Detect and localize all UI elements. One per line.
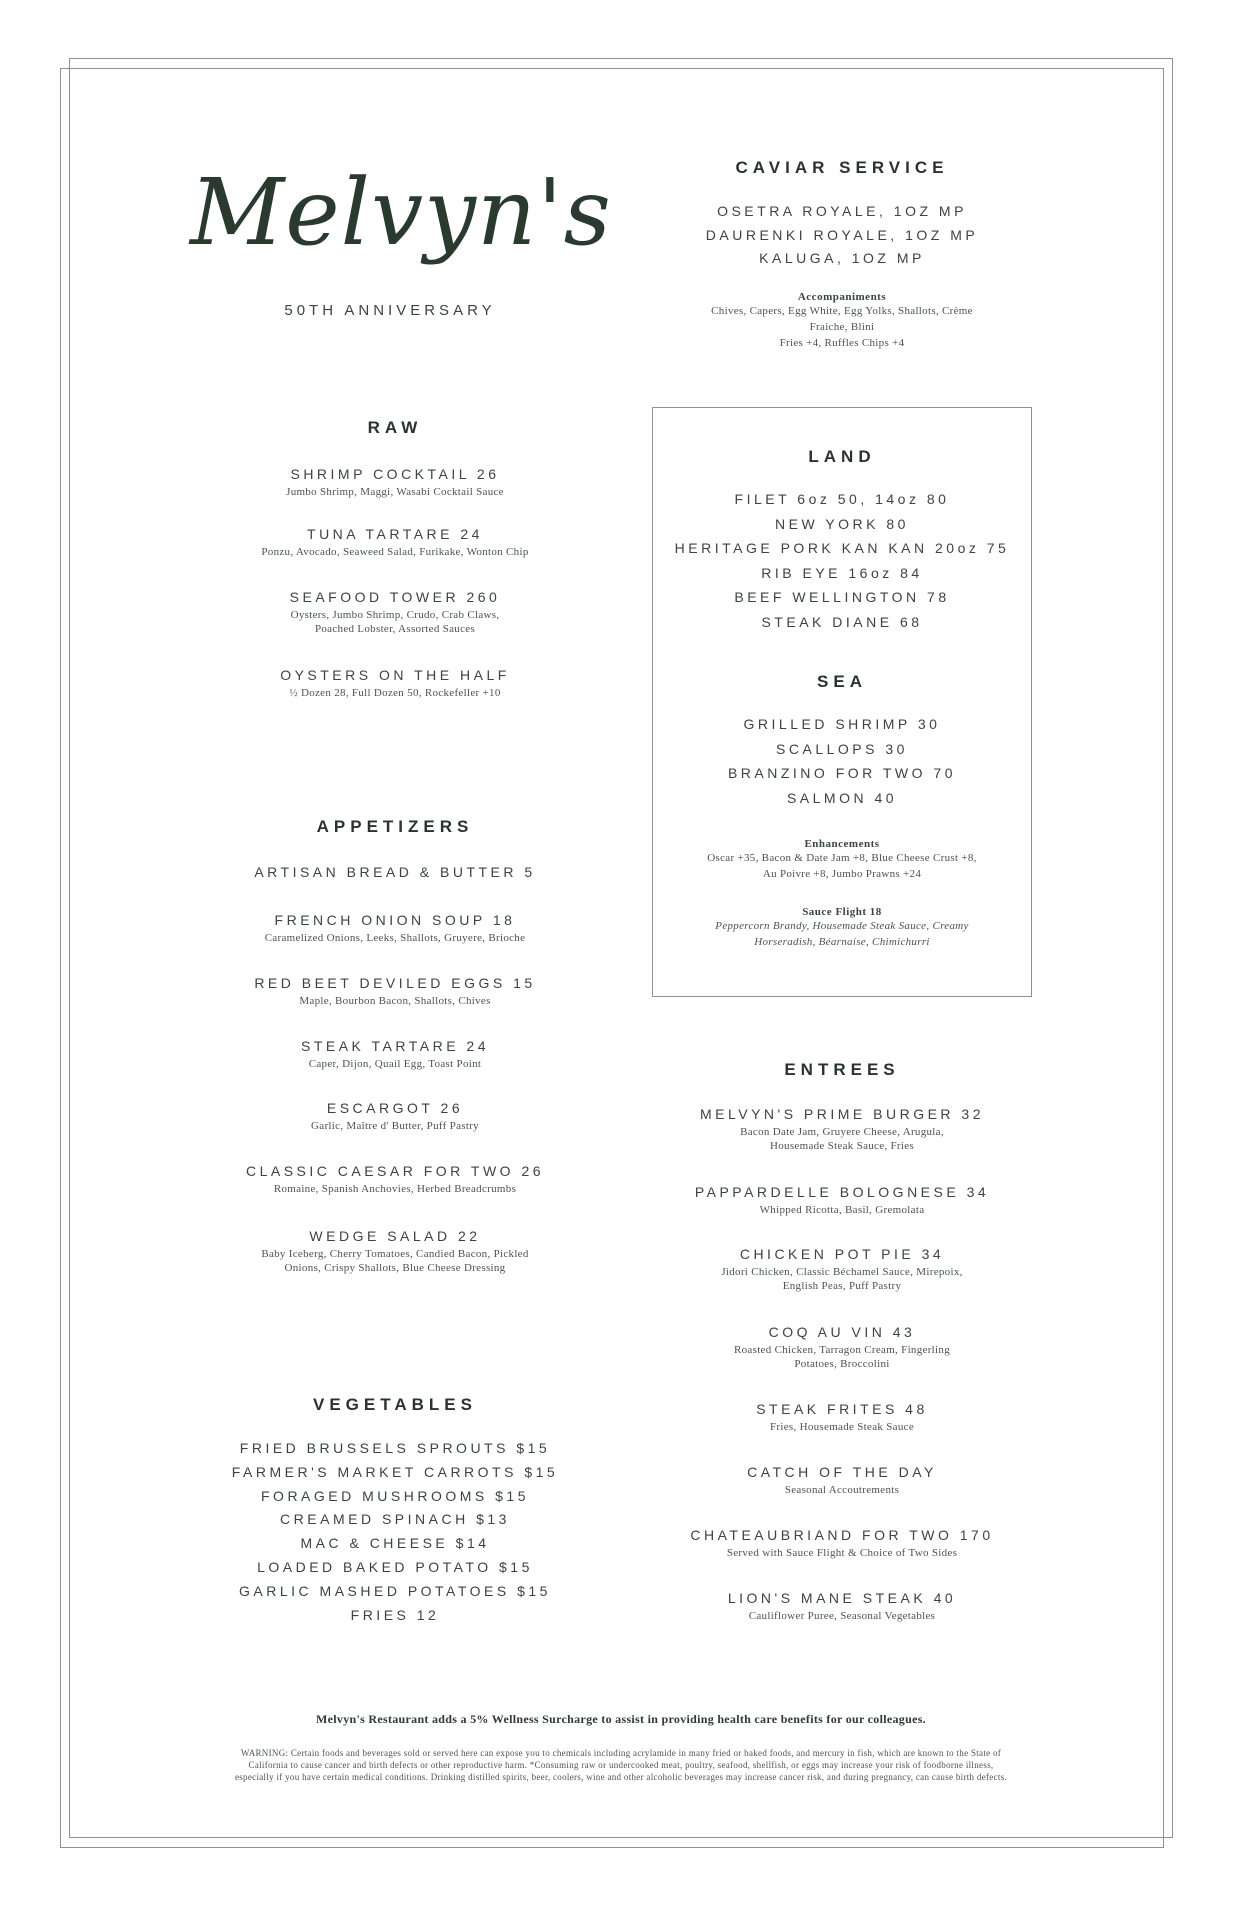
- appetizer-item: [205, 975, 585, 1008]
- item-desc: Poached Lobster, Assorted Sauces: [314, 623, 476, 635]
- raw-item: [205, 589, 585, 636]
- appetizer-item: [205, 1163, 585, 1196]
- restaurant-logo: Melvyn's: [190, 159, 612, 266]
- sea-item: SCALLOPS 30: [776, 740, 908, 757]
- item-name: ARTISAN BREAD & BUTTER 5: [254, 864, 536, 880]
- warning-line: especially if you have certain medical conditions. Drinking distilled spirits, beer, coolers, wine and other alcoholic beverages may increase cancer risk, and during pregnancy, can cause birth defects.: [234, 1772, 1008, 1782]
- raw-item: [205, 667, 585, 700]
- entree-item: [652, 1590, 1032, 1623]
- enhancements-text: Oscar +35, Bacon & Date Jam +8, Blue Cheese Crust +8,: [707, 852, 977, 864]
- item-name: PAPPARDELLE BOLOGNESE 34: [694, 1184, 990, 1200]
- sea-item: BRANZINO FOR TWO 70: [727, 765, 957, 781]
- vegetable-item: FARMER'S MARKET CARROTS $15: [231, 1463, 559, 1480]
- vegetable-item: FRIED BRUSSELS SPROUTS $15: [239, 1440, 551, 1456]
- appetizer-item: [205, 1100, 585, 1133]
- item-name: WEDGE SALAD 22: [309, 1228, 481, 1244]
- item-name: FRENCH ONION SOUP 18: [274, 912, 516, 928]
- land-item: NEW YORK 80: [775, 515, 909, 532]
- vegetable-item: GARLIC MASHED POTATOES $15: [239, 1582, 551, 1599]
- vegetables-list: [205, 1437, 585, 1627]
- item-desc: Onions, Crispy Shallots, Blue Cheese Dressing: [284, 1262, 506, 1274]
- entrees-heading: ENTREES: [784, 1060, 900, 1079]
- anniversary-subtitle: 50TH ANNIVERSARY: [284, 302, 496, 319]
- item-name: ESCARGOT 26: [326, 1100, 464, 1116]
- sea-heading: SEA: [817, 672, 867, 691]
- caviar-item: OSETRA ROYALE, 1OZ MP: [717, 203, 967, 219]
- accompaniments-text: Chives, Capers, Egg White, Egg Yolks, Shallots, Crème: [711, 304, 973, 317]
- raw-item: [205, 466, 585, 499]
- caviar-heading: CAVIAR SERVICE: [735, 158, 949, 177]
- accompaniments-heading: Accompaniments: [797, 290, 887, 303]
- vegetables-section: [205, 1395, 585, 1415]
- entree-item: [652, 1106, 1032, 1153]
- caviar-item: DAURENKI ROYALE, 1OZ MP: [705, 226, 979, 243]
- enhancements-section: [652, 838, 1032, 882]
- accompaniments-text: Fraiche, Blini: [809, 320, 875, 333]
- item-desc: Bacon Date Jam, Gruyere Cheese, Arugula,: [740, 1126, 944, 1138]
- enhancements-heading: Enhancements: [804, 838, 880, 850]
- land-section: [652, 447, 1032, 634]
- warning-line: California to cause cancer and birth defects or other reproductive harm. *Consuming raw or undercooked meat, poultry, seafood, shellfish, or eggs may increase your risk of foodborne illness,: [248, 1760, 994, 1770]
- appetizer-item: [205, 1038, 585, 1071]
- item-desc: Ponzu, Avocado, Seaweed Salad, Furikake, Wonton Chip: [261, 546, 529, 558]
- vegetable-item: CREAMED SPINACH $13: [280, 1511, 510, 1528]
- item-desc: Seasonal Accoutrements: [784, 1484, 900, 1496]
- sauce-flight-text: Peppercorn Brandy, Housemade Steak Sauce, Creamy: [715, 920, 969, 932]
- appetizers-section: [205, 817, 585, 837]
- appetizer-item: [205, 1228, 585, 1275]
- appetizer-item: [205, 912, 585, 945]
- item-desc: Caramelized Onions, Leeks, Shallots, Gruyere, Brioche: [264, 932, 526, 944]
- item-desc: Served with Sauce Flight & Choice of Two Sides: [726, 1547, 958, 1559]
- entree-item: [652, 1527, 1032, 1560]
- vegetable-item: MAC & CHEESE $14: [300, 1535, 490, 1552]
- enhancements-text: Au Poivre +8, Jumbo Prawns +24: [762, 868, 922, 880]
- entree-item: [652, 1246, 1032, 1293]
- sauce-flight-text: Horseradish, Béarnaise, Chimichurri: [754, 936, 930, 948]
- item-desc: Whipped Ricotta, Basil, Gremolata: [759, 1204, 925, 1216]
- item-desc: Housemade Steak Sauce, Fries: [769, 1140, 915, 1152]
- item-desc: Cauliflower Puree, Seasonal Vegetables: [748, 1610, 936, 1622]
- entree-item: [652, 1324, 1032, 1371]
- appetizer-item: [205, 864, 585, 881]
- sea-item: SALMON 40: [786, 789, 898, 806]
- entrees-section: [652, 1060, 1032, 1080]
- vegetable-item: FORAGED MUSHROOMS $15: [261, 1487, 529, 1504]
- item-name: LION'S MANE STEAK 40: [727, 1590, 957, 1606]
- entree-item: [652, 1464, 1032, 1497]
- item-name: SEAFOOD TOWER 260: [289, 589, 501, 605]
- land-heading: LAND: [808, 447, 876, 466]
- caviar-section: [652, 158, 1032, 351]
- item-desc: Jidori Chicken, Classic Béchamel Sauce, Mirepoix,: [721, 1266, 963, 1278]
- item-desc: ½ Dozen 28, Full Dozen 50, Rockefeller +10: [289, 687, 501, 699]
- raw-section: [205, 418, 585, 438]
- item-desc: Garlic, Maître d' Butter, Puff Pastry: [311, 1120, 479, 1132]
- land-item: RIB EYE 16oz 84: [761, 564, 923, 581]
- item-name: STEAK TARTARE 24: [300, 1038, 489, 1054]
- item-desc: Romaine, Spanish Anchovies, Herbed Breadcrumbs: [273, 1183, 517, 1195]
- item-desc: Oysters, Jumbo Shrimp, Crudo, Crab Claws,: [290, 609, 500, 621]
- warning-line: WARNING: Certain foods and beverages sold or served here can expose you to chemicals including acrylamide in many fried or baked foods, and mercury in fish, which are known to the State of: [240, 1748, 1002, 1758]
- sauce-flight-section: [652, 906, 1032, 950]
- item-name: STEAK FRITES 48: [756, 1401, 928, 1417]
- land-item: FILET 6oz 50, 14oz 80: [734, 491, 950, 507]
- warning-text: [120, 1747, 1122, 1783]
- item-name: CHATEAUBRIAND FOR TWO 170: [690, 1527, 994, 1543]
- item-desc: Baby Iceberg, Cherry Tomatoes, Candied Bacon, Pickled: [261, 1248, 529, 1260]
- caviar-item: KALUGA, 1OZ MP: [759, 250, 925, 266]
- vegetables-heading: VEGETABLES: [313, 1395, 477, 1414]
- item-name: TUNA TARTARE 24: [307, 526, 483, 542]
- item-name: CATCH OF THE DAY: [747, 1464, 937, 1480]
- raw-heading: RAW: [367, 418, 423, 437]
- item-name: OYSTERS ON THE HALF: [280, 667, 510, 683]
- item-desc: Fries, Housemade Steak Sauce: [769, 1421, 915, 1433]
- item-desc: Maple, Bourbon Bacon, Shallots, Chives: [299, 995, 491, 1007]
- item-name: SHRIMP COCKTAIL 26: [290, 466, 500, 482]
- item-name: COQ AU VIN 43: [768, 1324, 916, 1340]
- raw-item: [205, 526, 585, 559]
- accompaniments-text: Fries +4, Ruffles Chips +4: [779, 336, 905, 349]
- sauce-flight-heading: Sauce Flight 18: [802, 906, 882, 918]
- item-desc: Caper, Dijon, Quail Egg, Toast Point: [308, 1058, 482, 1070]
- item-desc: Jumbo Shrimp, Maggi, Wasabi Cocktail Sauce: [286, 486, 504, 498]
- land-item: HERITAGE PORK KAN KAN 20oz 75: [674, 540, 1010, 556]
- entree-item: [652, 1401, 1032, 1434]
- sea-section: [652, 672, 1032, 810]
- land-item: STEAK DIANE 68: [761, 613, 923, 630]
- item-desc: English Peas, Puff Pastry: [782, 1280, 902, 1292]
- item-name: CHICKEN POT PIE 34: [739, 1246, 945, 1262]
- land-item: BEEF WELLINGTON 78: [734, 589, 950, 605]
- item-name: RED BEET DEVILED EGGS 15: [254, 975, 536, 991]
- entree-item: [652, 1184, 1032, 1217]
- item-desc: Roasted Chicken, Tarragon Cream, Fingerling: [734, 1344, 950, 1356]
- vegetable-item: LOADED BAKED POTATO $15: [257, 1558, 533, 1575]
- item-name: CLASSIC CAESAR FOR TWO 26: [245, 1163, 545, 1179]
- vegetable-item: FRIES 12: [350, 1606, 440, 1623]
- surcharge-note: Melvyn's Restaurant adds a 5% Wellness Surcharge to assist in providing health care benefits for our colleagues.: [316, 1712, 926, 1726]
- appetizers-heading: APPETIZERS: [316, 817, 474, 836]
- sea-item: GRILLED SHRIMP 30: [743, 716, 941, 732]
- item-desc: Potatoes, Broccolini: [794, 1358, 890, 1370]
- item-name: MELVYN'S PRIME BURGER 32: [699, 1106, 985, 1122]
